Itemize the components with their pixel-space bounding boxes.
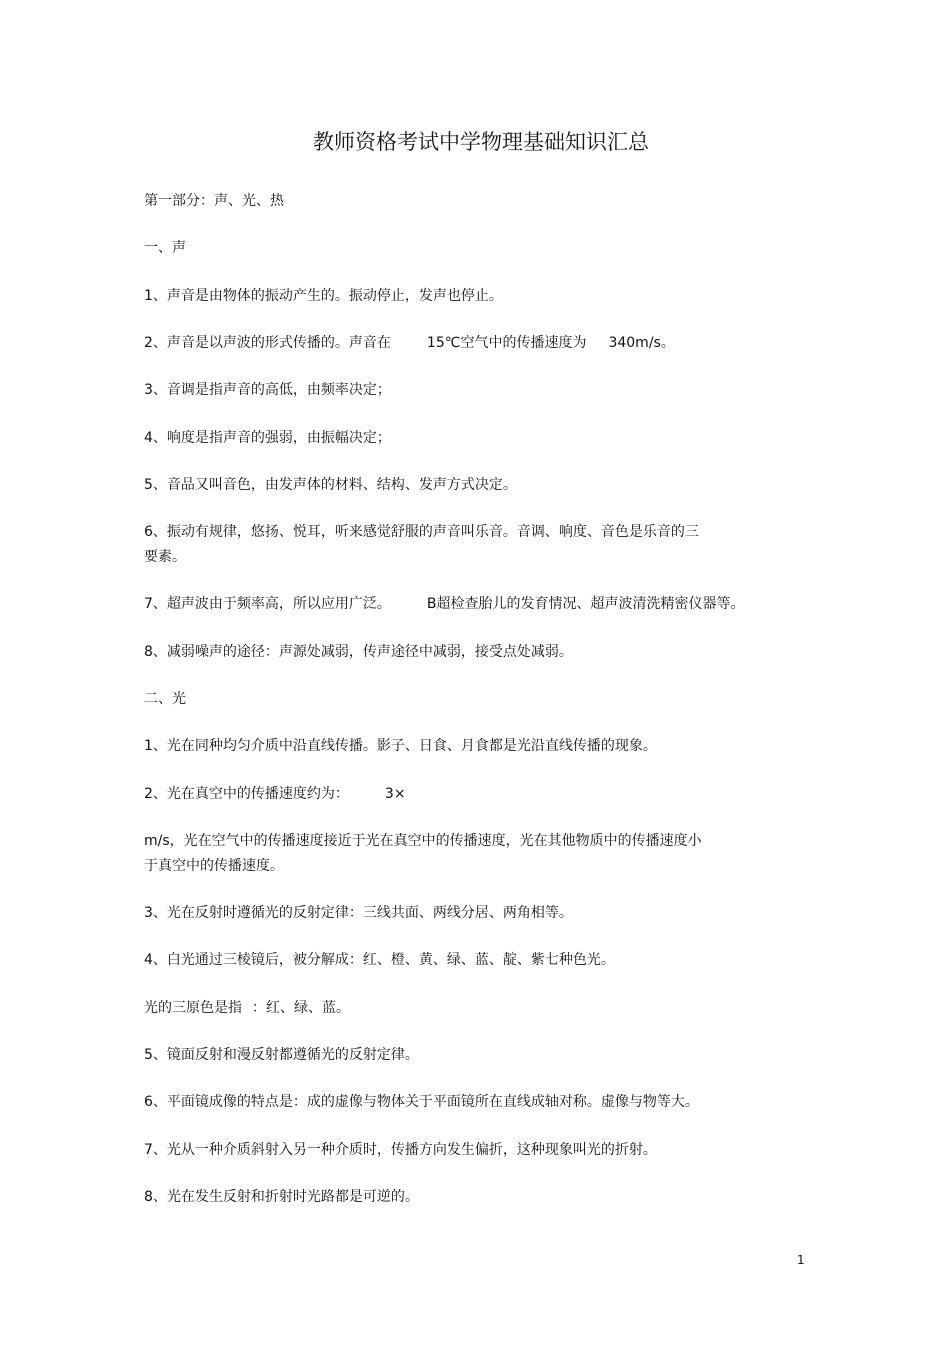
page-number: 1 xyxy=(797,1253,805,1267)
sound-item-6-line-2: 要素。 xyxy=(144,549,186,565)
light-item-4: 4、白光通过三棱镜后，被分解成：红、橙、黄、绿、蓝、靛、紫七种色光。 xyxy=(144,952,615,968)
sound-item-7-part-b: B超检查胎儿的发育情况、超声波清洗精密仪器等。 xyxy=(426,596,745,612)
light-item-2-continued-line-1: m/s，光在空气中的传播速度接近于光在真空中的传播速度，光在其他物质中的传播速度小 xyxy=(144,833,702,849)
light-item-2 xyxy=(144,783,406,805)
light-item-2-part-a: 2、光在真空中的传播速度约为： xyxy=(144,786,349,802)
sound-item-2-part-c: 340m/s。 xyxy=(608,335,675,351)
sound-item-8: 8、减弱噪声的途径：声源处减弱，传声途径中减弱，接受点处减弱。 xyxy=(144,644,573,660)
light-item-5: 5、镜面反射和漫反射都遵循光的反射定律。 xyxy=(144,1047,419,1063)
sound-item-3: 3、音调是指声音的高低，由频率决定； xyxy=(144,382,391,398)
part-heading: 第一部分：声、光、热 xyxy=(144,193,284,209)
light-item-2-part-b: 3× xyxy=(384,786,406,802)
sound-item-1: 1、声音是由物体的振动产生的。振动停止，发声也停止。 xyxy=(144,288,503,304)
light-item-3: 3、光在反射时遵循光的反射定律：三线共面、两线分居、两角相等。 xyxy=(144,905,573,921)
section-heading-sound: 一、声 xyxy=(144,240,186,256)
sound-item-6-line-1: 6、振动有规律，悠扬、悦耳，听来感觉舒服的声音叫乐音。音调、响度、音色是乐音的三 xyxy=(144,524,699,540)
primary-colors-line xyxy=(144,997,350,1019)
section-heading-light: 二、光 xyxy=(144,691,186,707)
light-item-1: 1、光在同种均匀介质中沿直线传播。影子、日食、月食都是光沿直线传播的现象。 xyxy=(144,738,657,754)
light-item-6: 6、平面镜成像的特点是：成的虚像与物体关于平面镜所在直线成轴对称。虚像与物等大。 xyxy=(144,1094,699,1110)
light-item-2-continued-line-2: 于真空中的传播速度。 xyxy=(144,858,284,874)
sound-item-5: 5、音品又叫音色，由发声体的材料、结构、发声方式决定。 xyxy=(144,477,517,493)
primary-colors-part-b: ：红、绿、蓝。 xyxy=(252,1000,350,1016)
sound-item-2-part-b: 15℃空气中的传播速度为 xyxy=(426,335,587,351)
sound-item-7-part-a: 7、超声波由于频率高，所以应用广泛。 xyxy=(144,596,391,612)
sound-item-4: 4、响度是指声音的强弱，由振幅决定； xyxy=(144,430,391,446)
sound-item-7 xyxy=(144,593,745,615)
document-title: 教师资格考试中学物理基础知识汇总 xyxy=(313,130,649,154)
primary-colors-part-a: 光的三原色是指 xyxy=(144,1000,242,1016)
sound-item-2 xyxy=(144,332,675,354)
light-item-7: 7、光从一种介质斜射入另一种介质时，传播方向发生偏折，这种现象叫光的折射。 xyxy=(144,1142,657,1158)
light-item-8: 8、光在发生反射和折射时光路都是可逆的。 xyxy=(144,1189,419,1205)
sound-item-2-part-a: 2、声音是以声波的形式传播的。声音在 xyxy=(144,335,391,351)
